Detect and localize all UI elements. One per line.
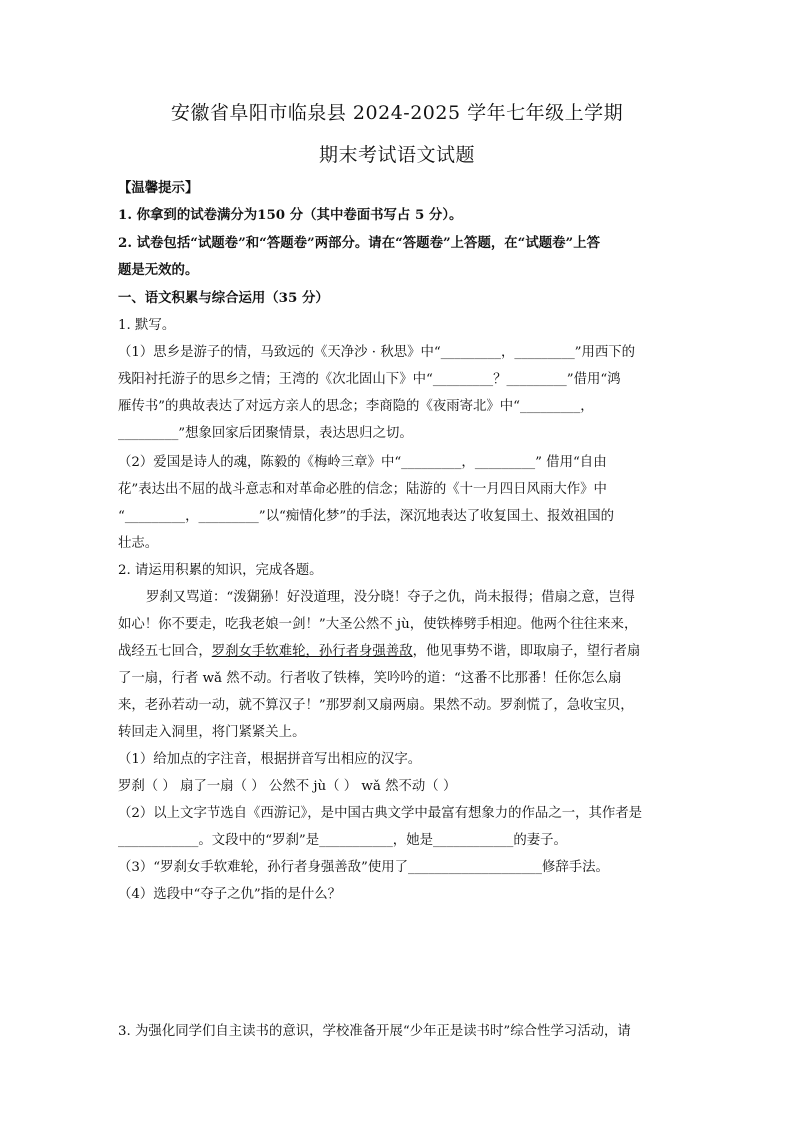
q2-sub3: （3）“罗刹女手软难轮，孙行者身强善敌”使用了____________________修辞手法。: [118, 860, 609, 875]
exam-title-line2: 期末考试语文试题: [318, 144, 475, 166]
q3-text: 3. 为强化同学们自主读书的意识，学校准备开展“少年正是读书时”综合性学习活动，请: [118, 1024, 631, 1039]
q2-sub1: （1）给加点的字注音，根据拼音写出相应的汉字。: [118, 752, 422, 767]
q1-p2-line: 花”表达出不屈的战斗意志和对革命必胜的信念；陆游的《十一月四日风雨大作》中: [118, 482, 607, 497]
q1-p1-line: 残阳衬托游子的思乡之情；王湾的《次北固山下》中“_________？_________”借用“鸿: [118, 372, 621, 387]
q2-label: 2. 请运用积累的知识，完成各题。: [118, 563, 323, 578]
q1-label: 1. 默写。: [118, 318, 176, 333]
q2-passage-line-3: [118, 642, 678, 662]
q1-p2-line: （2）爱国是诗人的魂，陈毅的《梅岭三章》中“_________，_________” 借用“自由: [118, 455, 607, 470]
notice-item-1: 1. 你拿到的试卷满分为150 分（其中卷面书写占 5 分）。: [118, 207, 463, 223]
section1-heading: 一、语文积累与综合运用（35 分）: [118, 290, 329, 306]
q2-passage-line: 来，老孙若动一动，就不算汉子！”那罗刹又扇两扇。果然不动。罗刹慌了，急收宝贝，: [118, 698, 634, 713]
q2-sub2b: ____________。文段中的“罗刹”是___________，她是____________的妻子。: [118, 833, 567, 848]
notice-heading: 【温馨提示】: [118, 180, 199, 196]
q1-p2-line: 壮志。: [118, 536, 159, 551]
q2-sub4: （4）选段中“夺子之仇”指的是什么？: [118, 887, 342, 902]
q2-passage-line: 了一扇，行者 wǎ 然不动。行者收了铁棒，笑吟吟的道：“这番不比那番！任你怎么扇: [118, 671, 622, 686]
q2-passage-line: 转回走入洞里，将门紧紧关上。: [118, 725, 306, 740]
q2-sub2a: （2）以上文字节选自《西游记》，是中国古典文学中最富有想象力的作品之一，其作者是: [118, 806, 643, 821]
q2-sub1-blanks: 罗刹（ ） 扇了一扇（ ） 公然不 jù（ ） wǎ 然不动（ ）: [118, 779, 457, 794]
passage-text: 战经五七回合，: [118, 644, 212, 659]
q1-p1-line: _________”想象回家后团聚情景，表达思归之切。: [118, 426, 413, 441]
exam-title-line1: 安徽省阜阳市临泉县 2024-2025 学年七年级上学期: [170, 102, 624, 124]
q1-p1-line: （1）思乡是游子的情，马致远的《天净沙 · 秋思》中“_________，_________”用西下的: [118, 345, 636, 360]
underlined-sentence: 罗刹女手软难轮，孙行者身强善敌: [211, 644, 413, 659]
passage-text: ，他见事势不谐，即取扇子，望行者扇: [412, 644, 641, 659]
q2-passage-line: 罗刹又骂道：“泼猢狲！好没道理，没分晓！夺子之仇，尚未报得；借扇之意，岂得: [146, 590, 635, 605]
q2-passage-line: 如心！你不要走，吃我老娘一剑！”大圣公然不 jù，使铁棒劈手相迎。他两个往往来来，: [118, 617, 638, 632]
notice-item-2a: 2. 试卷包括“试题卷”和“答题卷”两部分。请在“答题卷”上答题，在“试题卷”上答: [118, 235, 600, 251]
notice-item-2b: 题是无效的。: [118, 262, 199, 278]
q1-p1-line: 雁传书”的典故表达了对远方亲人的思念；李商隐的《夜雨寄北》中“_________，: [118, 399, 594, 414]
q1-p2-line: “_________，_________”以“痴情化梦”的手法，深沉地表达了收复国土、报效祖国的: [118, 509, 615, 524]
